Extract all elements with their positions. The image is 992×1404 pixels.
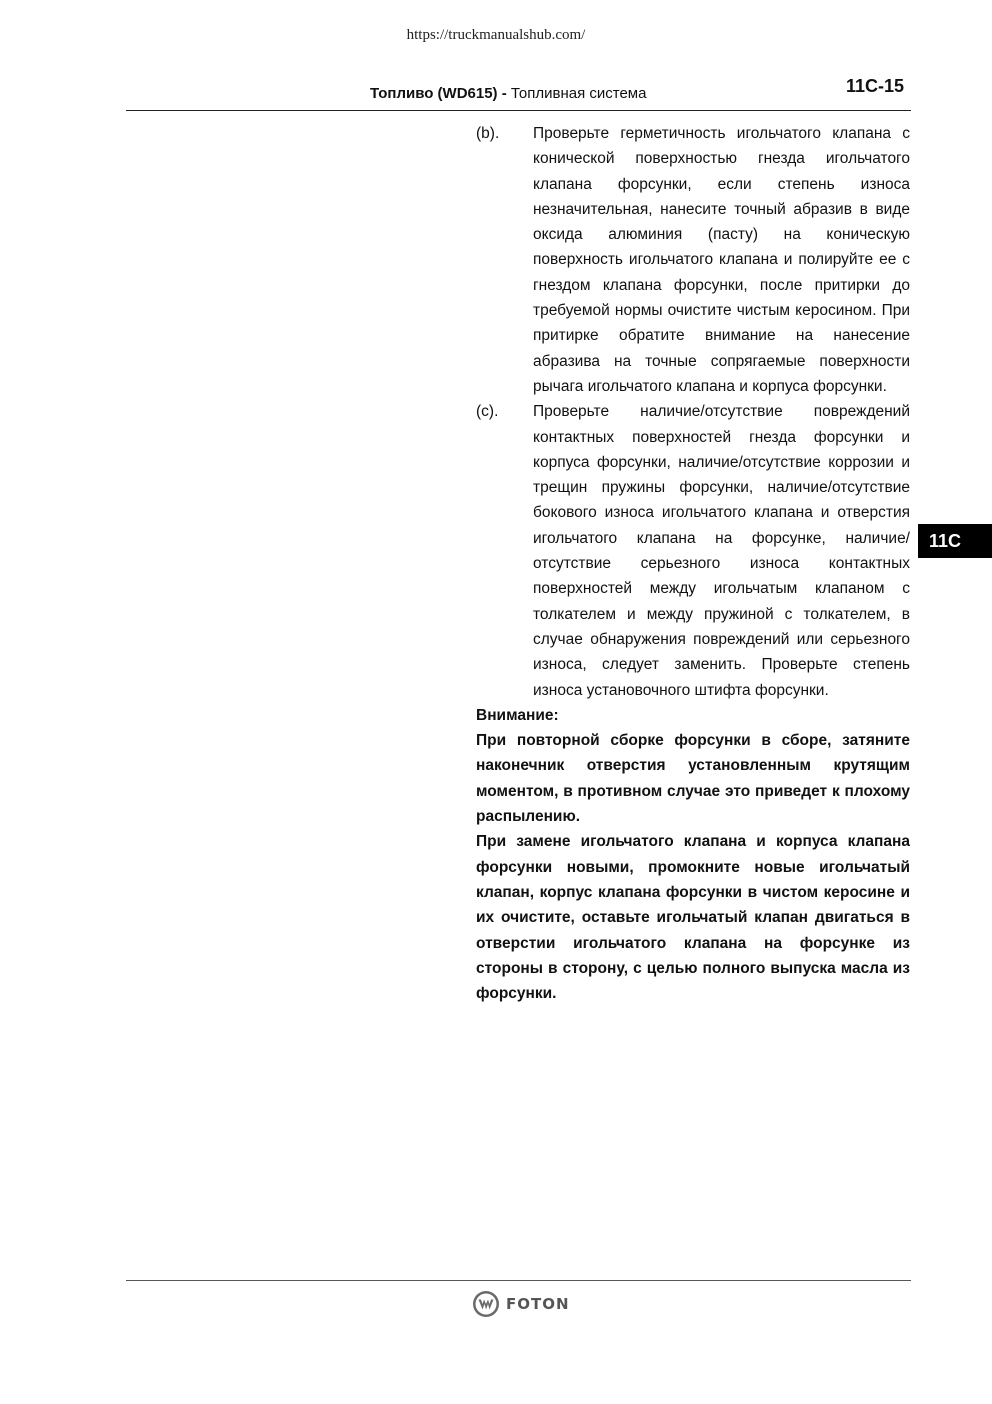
source-url: https://truckmanualshub.com/ [406,27,586,43]
list-item-text: Проверьте герметичность игольчатого клапана с конической поверхностью гнезда игольчатого клапана форсунки, если степень износа незначительная, нанесите точный абразив в виде оксида алюминия (пасту) на коническую поверхность игольчатого клапана и полируйте ее с гнездом клапана форсунки, после притирки до требуемой нормы очистите чистым керосином. При притирке обратите внимание на нанесение абразива на точные сопрягаемые поверхности рычага игольчатого клапана и корпуса форсунки. [533,125,910,395]
list-item-marker: (b). [476,125,500,142]
header-title-regular: Топливная система [510,85,647,102]
note-paragraph: При замене игольчатого клапана и корпуса клапана форсунки новыми, промокните новые игольчатый клапан, корпус клапана форсунки в чистом керосине и их очистите, оставьте игольчатый клапан двигаться в отверстии игольчатого клапана на форсунке из стороны в сторону, с целью полного выпуска масла из форсунки. [476,833,910,1003]
list-item-c [476,399,910,703]
note-paragraph: При повторной сборке форсунки в сборе, затяните наконечник отверстия установленным крутящим моментом, в противном случае это приведет к плохому распылению. [476,732,910,826]
list-item-b [476,121,910,399]
section-tab: 11C [918,524,992,558]
foton-emblem-icon [472,1290,500,1318]
header-title-bold: Топливо (WD615) - [370,85,507,102]
list-item-text: Проверьте наличие/отсутствие повреждений контактных поверхностей гнезда форсунки и корпуса форсунки, наличие/отсутствие коррозии и трещин пружины форсунки, наличие/отсутствие бокового износа игольчатого клапана и отверстия игольчатого клапана на форсунке, наличие/отсутствие серьезного износа контактных поверхностей между игольчатым клапаном с толкателем и между пружиной с толкателем, в случае обнаружения повреждений или серьезного износа, следует заменить. Проверьте степень износа установочного штифта форсунки. [533,403,910,699]
foton-logo-text: FOTON [506,1295,570,1313]
main-content [476,121,910,1006]
footer-logo [472,1288,570,1320]
page-number: 11C-15 [846,76,905,96]
list-item-marker: (c). [476,403,499,421]
footer-divider [126,1280,911,1281]
page-header-title [370,85,646,102]
note-heading: Внимание: [476,706,559,724]
header-divider [126,110,911,111]
